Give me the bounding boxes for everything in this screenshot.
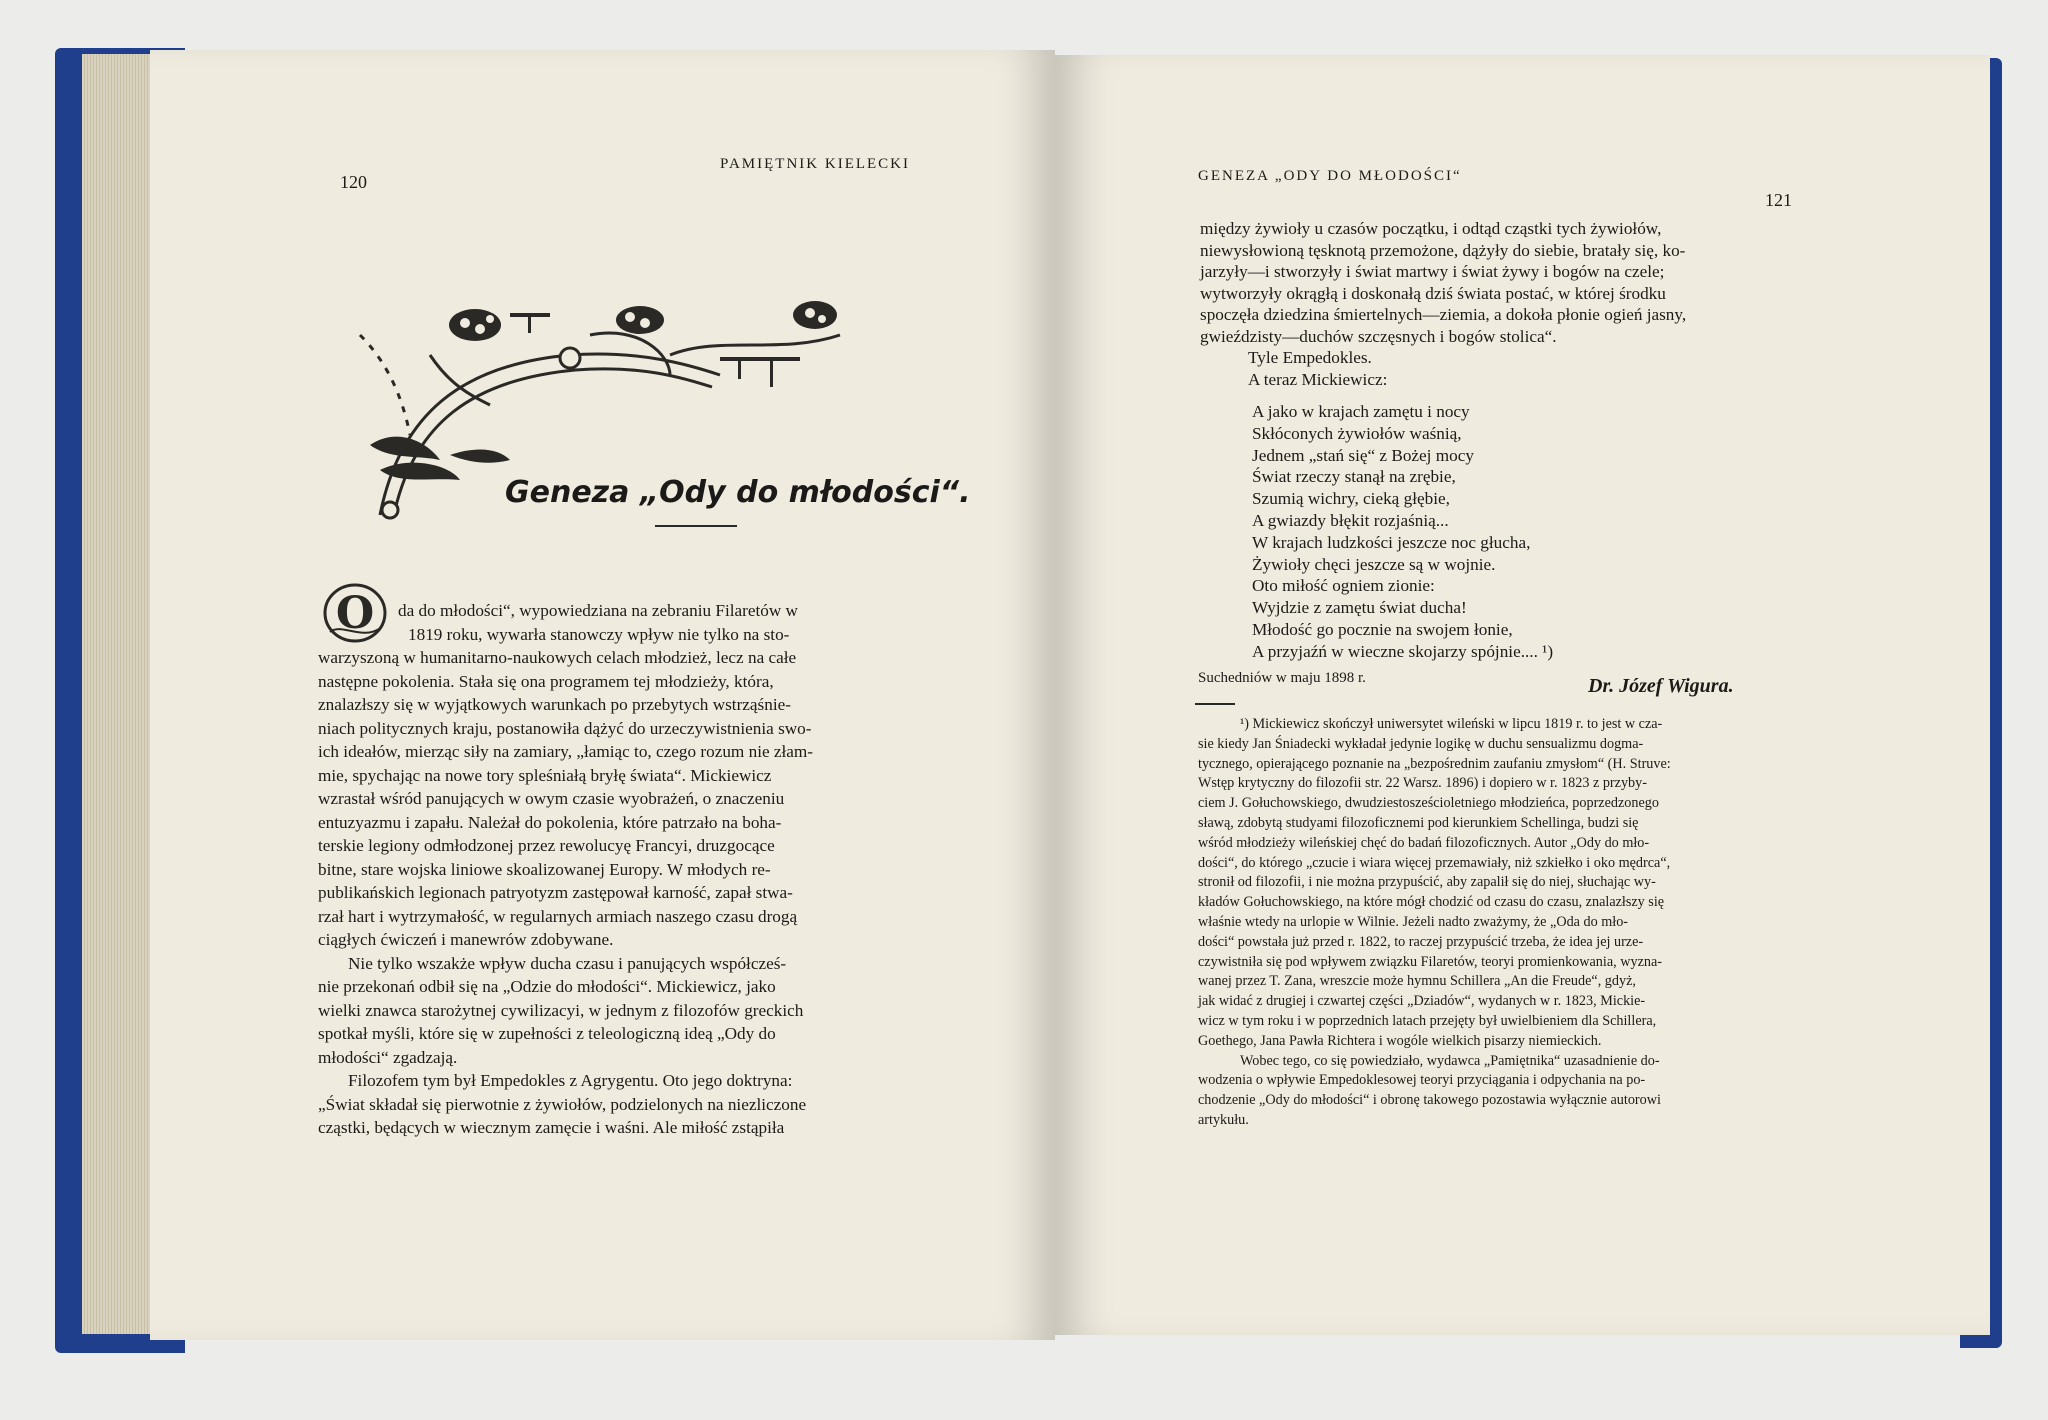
footnote-line: artykułu. bbox=[1198, 1112, 1249, 1128]
poem-line: Wyjdzie z zamętu świat ducha! bbox=[1252, 598, 1467, 618]
body-line: Tyle Empedokles. bbox=[1248, 348, 1372, 367]
footnote-line: kładów Gołuchowskiego, na które mógł chodzić od czasu do czasu, znalazłszy się bbox=[1198, 894, 1665, 911]
body-line: cząstki, będących w wiecznym zamęcie i waśni. Ale miłość zstąpiła bbox=[318, 1118, 785, 1137]
page-number-right: 121 bbox=[1765, 190, 1792, 210]
body-line: niach politycznych kraju, postanowiła dążyć do urzeczywistnienia swo- bbox=[318, 718, 812, 738]
footnote-line: wśród młodzieży wileńskiej chęć do badań filozoficznych. Autor „Ody do mło- bbox=[1198, 834, 1650, 851]
body-line: wytworzyły okrągłą i doskonałą dziś świata postać, w której środku bbox=[1200, 283, 1666, 303]
footnote-line: jak widać z drugiej i czwartej części „Dziadów“, wydanych w r. 1823, Mickie- bbox=[1198, 993, 1646, 1010]
body-line: bitne, stare wojska liniowe skoalizowanej Europy. W młodych re- bbox=[318, 859, 771, 879]
body-line: wzrastał wśród panujących w owym czasie wyobrażeń, o znaczeniu bbox=[318, 789, 785, 808]
body-line: terskie legiony odmłodzonej przez rewolucyę Francyi, druzgocące bbox=[318, 836, 775, 855]
drop-cap bbox=[322, 582, 388, 644]
title-rule bbox=[655, 525, 737, 527]
footnote-line: ciem J. Gołuchowskiego, dwudziestosześcioletniego młodzieńca, poprzedzonego bbox=[1198, 795, 1659, 812]
body-line: warzyszoną w humanitarno-naukowych celach młodzież, lecz na całe bbox=[318, 648, 797, 667]
body-line: Nie tylko wszakże wpływ ducha czasu i panujących współcześ- bbox=[348, 953, 787, 973]
poem-line: Młodość go pocznie na swojem łonie, bbox=[1252, 620, 1513, 639]
body-line: ciągłych ćwiczeń i manewrów zdobywane. bbox=[318, 930, 614, 949]
body-line: spoczęła dziedzina śmiertelnych—ziemia, a dokoła płonie ogień jasny, bbox=[1200, 305, 1687, 324]
body-line: między żywioły u czasów początku, i odtąd cząstki tych żywiołów, bbox=[1200, 219, 1662, 238]
body-line: A teraz Mickiewicz: bbox=[1248, 369, 1388, 389]
footnote-line: Wstęp krytyczny do filozofii str. 22 Warsz. 1896) i dopiero w r. 1823 z przyby- bbox=[1198, 775, 1647, 792]
body-line: rzał hart i wytrzymałość, w regularnych armiach naszego czasu drogą bbox=[318, 906, 798, 926]
footnote-line: dości“ powstała już przed r. 1822, to raczej przypuścić trzeba, że idea jej urze- bbox=[1198, 933, 1644, 950]
body-line: następne pokolenia. Stała się ona programem tej młodzieży, która, bbox=[318, 671, 774, 691]
footnote-line: sławą, zdobytą studyami filozoficznemi pod kierunkiem Schellinga, budzi się bbox=[1198, 815, 1639, 831]
body-line: niewysłowioną tęsknotą przemożone, dążyły do siebie, bratały się, ko- bbox=[1200, 240, 1686, 260]
footnote-line: właśnie wtedy na urlopie w Wilnie. Jeżeli nadto zważymy, że „Oda do mło- bbox=[1198, 914, 1629, 930]
drop-cap-letter: O bbox=[335, 587, 375, 639]
footnote-line: tycznego, opierającego poznanie na „bezpośrednim zaufaniu zmysłom“ (H. Struve: bbox=[1198, 755, 1671, 772]
footnote-line: Wobec tego, co się powiedziało, wydawca „Pamiętnika“ uzasadnienie do- bbox=[1240, 1052, 1660, 1069]
poem-line: A jako w krajach zamętu i nocy bbox=[1252, 402, 1470, 421]
poem-line: A gwiazdy błękit rozjaśnią... bbox=[1252, 511, 1449, 530]
place-date: Suchedniów w maju 1898 r. bbox=[1198, 670, 1366, 686]
body-line: jarzyły—i stworzyły i świat martwy i świat żywy i bogów na czele; bbox=[1200, 262, 1665, 281]
footnote-line: dości“, do którego „czucie i wiara więcej przemawiały, niż szkiełko i oko mędrca“, bbox=[1198, 854, 1671, 871]
footnote-line: wanej przez T. Zana, wreszcie może hymnu Schillera „An die Freude“, gdyż, bbox=[1198, 973, 1636, 990]
footnote-line: ¹) Mickiewicz skończył uniwersytet wileński w lipcu 1819 r. to jest w cza- bbox=[1240, 716, 1663, 732]
footnote-line: stronił od filozofii, i nie można przypuścić, aby zapalił się do niej, słuchając wy- bbox=[1198, 874, 1656, 891]
running-header-right: GENEZA „ODY DO MŁODOŚCI“ bbox=[1198, 168, 1462, 184]
footnote-line: Goethego, Jana Pawła Richtera i wogóle wielkich pisarzy niemieckich. bbox=[1198, 1032, 1602, 1049]
body-line: wielki znawca starożytnej cywilizacyi, w jednym z filozofów greckich bbox=[318, 1000, 804, 1020]
footnote-line: czywistniła się pod wpływem związku Filaretów, teoryi promienkowania, wyzna- bbox=[1198, 953, 1662, 970]
body-line: mie, spychając na nowe tory spleśniałą bryłę świata“. Mickiewicz bbox=[318, 765, 772, 785]
body-line: „Świat składał się pierwotnie z żywiołów, podzielonych na niezliczone bbox=[318, 1094, 807, 1114]
poem-line: A przyjaźń w wieczne skojarzy spójnie.... ¹) bbox=[1252, 641, 1554, 661]
footnote-rule bbox=[1195, 703, 1235, 705]
body-line: gwieździsty—duchów szczęsnych i bogów stolica“. bbox=[1200, 326, 1557, 346]
body-line: młodości“ zgadzają. bbox=[318, 1047, 458, 1067]
body-line: znalazłszy się w wyjątkowych warunkach po przebytych wstrząśnie- bbox=[318, 695, 791, 714]
footnote-line: wicz w tym roku i w poprzednich latach przejęty był uwielbieniem dla Schillera, bbox=[1198, 1013, 1657, 1029]
article-title: Geneza „Ody do młodości“. bbox=[505, 475, 971, 510]
poem-line: Oto miłość ogniem zionie: bbox=[1252, 576, 1435, 596]
poem-line: Żywioły chęci jeszcze są w wojnie. bbox=[1252, 554, 1496, 574]
footnote-line: chodzenie „Ody do młodości“ i obronę takowego pozostawia wyłącznie autorowi bbox=[1198, 1092, 1661, 1109]
body-line: entuzyazmu i zapału. Należał do pokolenia, które patrzało na boha- bbox=[318, 812, 782, 832]
body-line: Filozofem tym był Empedokles z Agrygentu. Oto jego doktryna: bbox=[348, 1071, 793, 1090]
body-line: da do młodości“, wypowiedziana na zebraniu Filaretów w bbox=[398, 601, 798, 620]
footnote-line: wodzenia o wpływie Empedoklesowej teoryi przyciągania i odpychania na po- bbox=[1198, 1072, 1646, 1089]
poem-line: Jednem „stań się“ z Bożej mocy bbox=[1252, 445, 1474, 465]
poem-line: W krajach ludzkości jeszcze noc głucha, bbox=[1252, 532, 1531, 552]
body-line: spotkał myśli, które się w zupełności z teleologiczną ideą „Ody do bbox=[318, 1024, 776, 1043]
poem-line: Szumią wichry, cieką głębie, bbox=[1252, 489, 1450, 509]
author-signature: Dr. Józef Wigura. bbox=[1588, 675, 1734, 697]
body-line: nie przekonań odbił się na „Odzie do młodości“. Mickiewicz, jako bbox=[318, 977, 776, 996]
body-line: ich ideałów, mierząc siły na zamiary, „łamiąc to, czego rozum nie złam- bbox=[318, 742, 814, 761]
page-edges bbox=[82, 54, 158, 1334]
body-line: publikańskich legionach patryotyzm zastępował karność, zapał stwa- bbox=[318, 883, 793, 902]
poem-line: Skłóconych żywiołów waśnią, bbox=[1252, 423, 1462, 443]
page-number-left: 120 bbox=[340, 172, 367, 192]
body-line: 1819 roku, wywarła stanowczy wpływ nie tylko na sto- bbox=[408, 624, 790, 644]
poem-line: Świat rzeczy stanął na zrębie, bbox=[1252, 467, 1456, 487]
footnote-line: sie kiedy Jan Śniadecki wykładał jedynie logikę w duchu sensualizmu dogma- bbox=[1198, 735, 1644, 752]
running-header-left: PAMIĘTNIK KIELECKI bbox=[720, 156, 911, 172]
